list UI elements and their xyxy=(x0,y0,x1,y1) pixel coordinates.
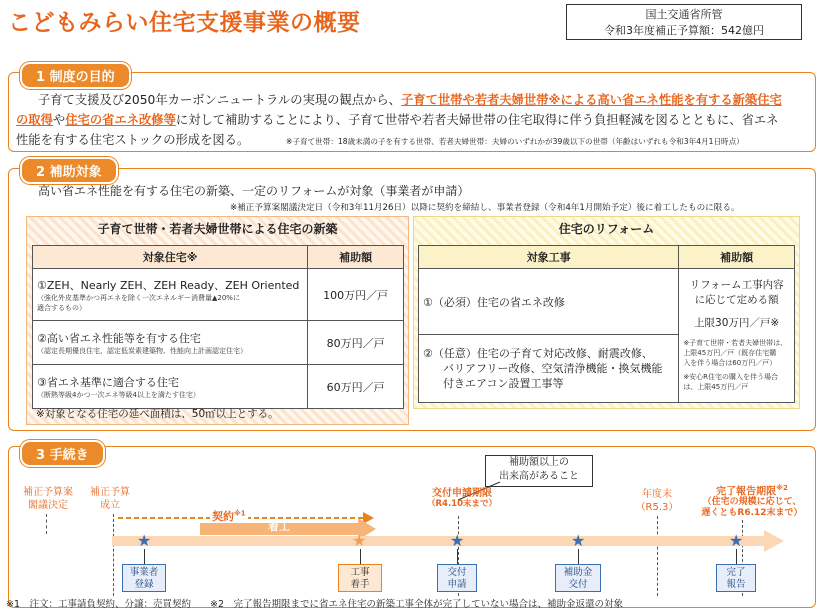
footer-note: ※1 注文：工事請負契約、分譲：売買契約 ※2 完了報告期限までに省エネ住宅の新築工事全体が完了していない場合は、補助金返還の対象 xyxy=(6,599,624,610)
work-essential: ①（必須）住宅の省エネ改修 xyxy=(419,269,679,335)
housing-note: 適合するもの） xyxy=(37,303,86,312)
target-note: ※補正予算案閣議決定日（令和3年11月26日）以降に契約を締結し、事業者登録（令和4年1月開始予定）後に着工したものに限る。 xyxy=(230,203,740,213)
budget-draft-line: 補正予算案 xyxy=(23,487,73,498)
step-line: 補助金 xyxy=(563,567,593,578)
callout-line: 出来高があること xyxy=(499,471,579,482)
star-icon: ★ xyxy=(352,531,367,550)
housing-note: （強化外皮基準かつ再エネを除く一次エネルギー消費量▲20%に xyxy=(37,293,240,302)
work-optional-line: ②（任意）住宅の子育て対応改修、耐震改修、 xyxy=(423,347,653,360)
work-optional-line: バリアフリー改修、空気清浄機能・換気機能 xyxy=(443,362,663,375)
budget-passed-line: 補正予算 xyxy=(90,487,130,498)
step-completion-report xyxy=(716,564,756,592)
step-line: 着手 xyxy=(350,579,370,590)
housing-title: ①ZEH、Nearly ZEH、ZEH Ready、ZEH Oriented xyxy=(37,278,300,292)
star-icon: ★ xyxy=(450,531,465,550)
housing-cell xyxy=(33,365,308,409)
report-deadline-line: （住宅の規模に応じて、 xyxy=(702,497,802,508)
housing-note: （認定長期優良住宅、認定低炭素建築物、性能向上計画認定住宅） xyxy=(37,346,247,355)
section3-tab: 3 手続き xyxy=(20,440,105,467)
target-lead: 高い省エネ性能を有する住宅の新築、一定のリフォームが対象（事業者が申請） xyxy=(38,184,470,198)
star-icon: ★ xyxy=(137,531,152,550)
budget-draft-line: 閣議決定 xyxy=(28,500,68,511)
reform-cap: 上限30万円／戸※ xyxy=(694,317,780,329)
housing-note: （断熱等級4かつ一次エネ等級4以上を満たす住宅） xyxy=(37,390,200,399)
ministry-name: 国土交通省所管 xyxy=(645,8,723,21)
report-deadline-sup: ※2 xyxy=(776,484,788,492)
reform-note: 入を伴う場合は60万円／戸） xyxy=(683,359,777,367)
purpose-line2 xyxy=(16,110,778,130)
report-deadline-text: 完了報告期限 xyxy=(716,486,777,498)
purpose-line1 xyxy=(38,90,782,110)
reform-heading: 住宅のリフォーム xyxy=(558,222,655,236)
table-row xyxy=(33,365,404,409)
dashed-marker xyxy=(113,514,114,596)
step-line: 完了 xyxy=(726,567,746,578)
deadline-line: 交付申請期限 xyxy=(432,488,492,499)
connector-line xyxy=(736,549,737,565)
page-title: こどもみらい住宅支援事業の概要 xyxy=(8,10,361,36)
step-subsidy-grant xyxy=(555,564,601,592)
application-deadline-label xyxy=(420,488,504,510)
ministry-box xyxy=(566,4,802,40)
table-row xyxy=(33,269,404,321)
work-optional xyxy=(419,335,679,403)
step-application xyxy=(437,564,477,592)
construction-label: 着工 xyxy=(268,520,290,533)
step-construction-start xyxy=(338,564,382,592)
new-construction-table xyxy=(32,245,404,409)
reform-note: ※安心R住宅の購入を伴う場合 xyxy=(683,373,779,381)
purpose-line3: 性能を有する住宅ストックの形成を図る。 xyxy=(16,133,250,147)
step-registration xyxy=(122,564,166,592)
report-deadline-line: 遅くともR6.12末まで） xyxy=(701,508,803,519)
fiscal-end-line: 年度末 xyxy=(642,489,672,500)
subsidy-amount: 80万円／戸 xyxy=(308,321,404,365)
connector-line xyxy=(457,549,458,565)
reform-amount-cell xyxy=(679,269,795,403)
col-subsidy: 補助額 xyxy=(308,246,404,269)
connector-line xyxy=(578,549,579,565)
reform-note: 上限45万円／戸（既存住宅購 xyxy=(683,349,777,357)
housing-title: ③省エネ基準に適合する住宅 xyxy=(37,375,179,389)
dashed-marker xyxy=(657,516,658,596)
section1-tab: 1 制度の目的 xyxy=(20,62,131,89)
work-optional-line: 付きエアコン設置工事等 xyxy=(443,377,564,390)
purpose-highlight-3: 住宅の省エネ改修等 xyxy=(65,113,176,127)
purpose-text-2d: に対して補助することにより、子育て世帯や若者夫婦世帯の住宅取得に伴う負担軽減を図るとともに、省エネ xyxy=(175,113,779,127)
step-line: 申請 xyxy=(447,579,467,590)
step-line: 工事 xyxy=(350,567,370,578)
budget-draft-label xyxy=(18,486,78,512)
contract-text: 契約 xyxy=(212,510,234,523)
deadline-line: （R4.10末まで） xyxy=(426,499,498,509)
contract-sup: ※1 xyxy=(234,509,246,518)
col-subsidy: 補助額 xyxy=(679,246,795,269)
subsidy-amount: 100万円／戸 xyxy=(308,269,404,321)
col-target-housing: 対象住宅※ xyxy=(33,246,308,269)
table-header-row xyxy=(419,246,795,269)
purpose-highlight-1: 子育て世帯や若者夫婦世帯※による高い省エネ性能を有する新築住宅 xyxy=(400,93,782,107)
callout-line: 補助額以上の xyxy=(509,457,569,468)
purpose-text-2b: や xyxy=(52,113,66,127)
star-icon: ★ xyxy=(729,531,744,550)
col-target-work: 対象工事 xyxy=(419,246,679,269)
report-deadline-label xyxy=(690,483,814,519)
fiscal-end-label xyxy=(630,488,684,514)
connector-line xyxy=(144,549,145,565)
purpose-text-1a: 子育て支援及び2050年カーボンニュートラルの実現の観点から、 xyxy=(38,93,401,107)
report-deadline-line xyxy=(690,483,814,497)
step-line: 交付 xyxy=(568,579,588,590)
housing-cell xyxy=(33,321,308,365)
step-line: 事業者 xyxy=(129,567,159,578)
budget-passed-line: 成立 xyxy=(100,500,120,511)
purpose-highlight-2: の取得 xyxy=(16,113,53,127)
reform-notes xyxy=(680,338,793,392)
dashed-marker xyxy=(46,514,47,534)
floor-area-note: ※対象となる住宅の延べ面積は、50㎡以上とする。 xyxy=(36,408,279,420)
table-header-row xyxy=(33,246,404,269)
reform-amount-line: に応じて定める額 xyxy=(694,294,779,306)
star-icon: ★ xyxy=(571,531,586,550)
housing-cell xyxy=(33,269,308,321)
subsidy-amount: 60万円／戸 xyxy=(308,365,404,409)
reform-table xyxy=(418,245,795,403)
table-row xyxy=(419,269,795,335)
new-construction-heading: 子育て世帯・若者夫婦世帯による住宅の新築 xyxy=(97,222,338,236)
connector-line xyxy=(360,549,361,565)
reform-note: は、上限45万円／戸 xyxy=(683,383,749,391)
section2-tab: 2 補助対象 xyxy=(20,157,118,184)
reform-note: ※子育て世帯・若者夫婦世帯は、 xyxy=(683,339,788,347)
step-line: 交付 xyxy=(447,567,467,578)
step-line: 登録 xyxy=(134,579,154,590)
reform-amount-line: リフォーム工事内容 xyxy=(689,279,784,291)
budget-amount: 令和3年度補正予算額：542億円 xyxy=(604,24,764,37)
fiscal-end-line: （R5.3） xyxy=(635,502,679,513)
purpose-note: ※子育て世帯：18歳未満の子を有する世帯、若者夫婦世帯：夫婦のいずれかが39歳以下の世帯（年齢はいずれも令和3年4月1日時点） xyxy=(286,137,744,146)
table-row xyxy=(33,321,404,365)
housing-title: ②高い省エネ性能等を有する住宅 xyxy=(37,331,201,345)
step-line: 報告 xyxy=(726,579,746,590)
